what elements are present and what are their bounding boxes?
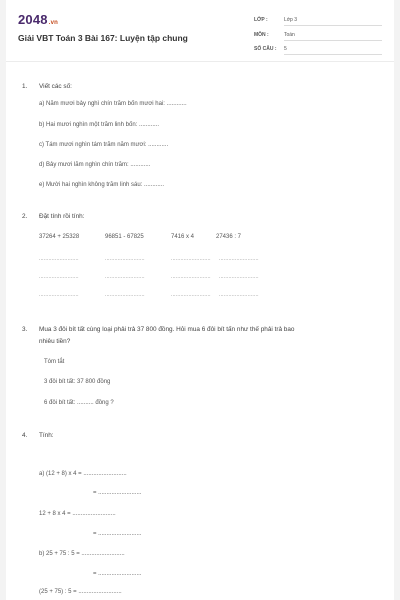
question-4-number: 4. [22,432,28,439]
q4-line-a: a) (12 + 8) x 4 = .......................... [39,471,127,477]
question-2-text: Đặt tính rồi tính: [39,213,85,220]
q2-blank[interactable]: ......................... [105,292,145,298]
q1-item-d: d) Bảy mươi lăm nghìn chín trăm: ............ [39,162,151,168]
question-1-text: Viết các số: [39,83,72,90]
meta-label-class: LỚP : [254,17,268,23]
q2-blank[interactable]: ......................... [219,292,259,298]
q4-line-b-eq: = .......................... [93,571,142,577]
site-logo[interactable] [18,12,58,27]
meta-label-subject: MÔN : [254,32,269,38]
q3-summary-2: 6 đôi bít tất: .......... đồng ? [44,400,114,406]
q2-expr-4: 27436 : 7 [216,234,242,240]
q2-blank[interactable]: ......................... [39,274,79,280]
logo-suffix: .vn [48,20,59,26]
q2-blank[interactable]: ......................... [219,256,259,262]
meta-value-count: 5 [284,46,382,55]
q2-blank[interactable]: ......................... [171,256,211,262]
question-1-number: 1. [22,83,28,90]
meta-value-subject: Toán [284,32,382,41]
meta-label-count: SỐ CÂU : [254,46,277,52]
q4-line-a-eq: = .......................... [93,490,142,496]
worksheet-page [6,0,394,600]
q2-blank[interactable]: ......................... [105,274,145,280]
q2-blank[interactable]: ......................... [171,292,211,298]
q2-blank[interactable]: ......................... [105,256,145,262]
q2-expr-3: 7416 x 4 [171,234,195,240]
q1-item-c: c) Tám mươi nghìn tám trăm năm mươi: ............ [39,142,169,148]
q1-item-e: e) Mười hai nghìn không trăm linh sáu: ............ [39,182,165,188]
q4-line-a2-eq: = .......................... [93,531,142,537]
q1-item-a: a) Năm mươi bảy nghì chín trăm bốn mươi hai: ............ [39,101,187,107]
page-title: Giải VBT Toán 3 Bài 167: Luyện tập chung [18,33,188,43]
logo-text: 2048 [18,12,48,27]
q3-summary-1: 3 đôi bít tất: 37 800 đồng [44,379,111,385]
q2-blank[interactable]: ......................... [219,274,259,280]
q4-line-b: b) 25 + 75 : 5 = .......................... [39,551,125,557]
question-3-text-line1: Mua 3 đôi bít tất cùng loại phải trả 37 800 đồng. Hỏi mua 6 đôi bít tấn như thế phải trả bao [39,326,295,333]
q1-item-b: b) Hai mươi nghìn một trăm linh bốn: ............ [39,122,159,128]
question-4-text: Tính: [39,432,54,439]
q2-blank[interactable]: ......................... [171,274,211,280]
question-3-number: 3. [22,326,28,333]
q4-line-a2: 12 + 8 x 4 = .......................... [39,511,116,517]
q2-expr-1: 37264 + 25328 [39,234,80,240]
meta-value-class: Lớp 3 [284,17,382,26]
q2-blank[interactable]: ......................... [39,256,79,262]
q3-summary-title: Tóm tắt [44,359,65,365]
q2-expr-2: 96851 - 67825 [105,234,144,240]
page-header [6,0,394,62]
question-3-text-line2: nhiêu tiền? [39,338,71,345]
q2-blank[interactable]: ......................... [39,292,79,298]
q4-line-b2: (25 + 75) : 5 = .......................... [39,589,122,595]
question-2-number: 2. [22,213,28,220]
